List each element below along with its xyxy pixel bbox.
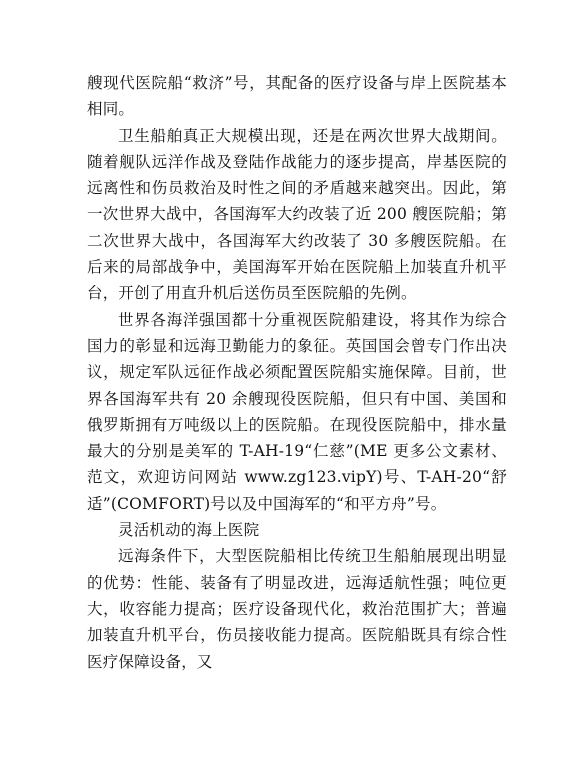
document-body	[87, 70, 507, 675]
paragraph-current-hospital-ships: 世界各海洋强国都十分重视医院船建设，将其作为综合国力的彰显和远海卫勤能力的象征。英国国会曾专门作出决议，规定军队远征作战必须配置医院船实施保障。目前，世界各国海军共有 20 余艘现役医院船，但只有中国、美国和俄罗斯拥有万吨级以上的医院船。在现役医院船中，排水量最大的分别是美军的 T-AH-19“仁慈”(ME 更多公文素材、范文，欢迎访问网站 www.zg123.vipY)号、T-AH-20“舒适”(COMFORT)号以及中国海军的“和平方舟”号。	[87, 310, 507, 513]
paragraph-advantages: 远海条件下，大型医院船相比传统卫生船舶展现出明显的优势：性能、装备有了明显改进，远海适航性强；吨位更大，收容能力提高；医疗设备现代化，救治范围扩大；普遍加装直升机平台，伤员接收能力提高。医院船既具有综合性医疗保障设备，又	[87, 547, 507, 671]
section-heading: 灵活机动的海上医院	[118, 521, 260, 540]
paragraph-continuation: 艘现代医院船“救济”号，其配备的医疗设备与岸上医院基本相同。	[87, 74, 507, 119]
paragraph-wwii-history: 卫生船舶真正大规模出现，还是在两次世界大战期间。随着舰队远洋作战及登陆作战能力的逐步提高，岸基医院的远离性和伤员救治及时性之间的矛盾越来越突出。因此，第一次世界大战中，各国海军大约改装了近 200 艘医院船；第二次世界大战中，各国海军大约改装了 30 多艘医院船。在后来的局部战争中，美国海军开始在医院船上加装直升机平台，开创了用直升机后送伤员至医院船的先例。	[87, 126, 507, 303]
